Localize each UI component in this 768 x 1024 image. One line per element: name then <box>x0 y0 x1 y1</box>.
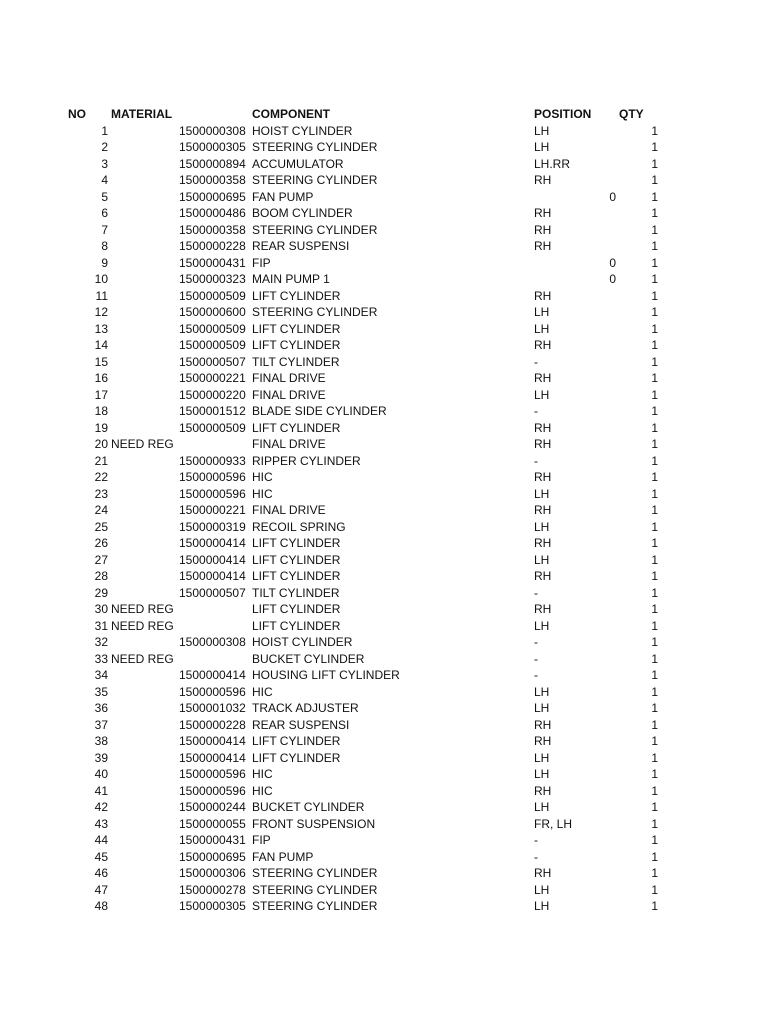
cell-no: 27 <box>94 552 108 567</box>
cell-component: HIC <box>252 783 273 798</box>
cell-position: - <box>534 585 538 600</box>
cell-flag: 0 <box>609 255 616 270</box>
cell-position: LH <box>534 899 550 913</box>
cell-no: 43 <box>94 816 108 831</box>
cell-component: BLADE SIDE CYLINDER <box>252 404 387 418</box>
cell-qty: 1 <box>651 635 658 649</box>
cell-material: 1500000308 <box>179 123 246 138</box>
cell-position: - <box>534 453 538 468</box>
cell-position: LH <box>534 321 550 336</box>
cell-material: 1500001032 <box>179 701 246 715</box>
cell-flag: 0 <box>609 189 616 204</box>
cell-material: 1500000308 <box>179 635 246 649</box>
cell-material: 1500000933 <box>179 453 246 468</box>
cell-position: RH <box>534 470 552 484</box>
table-row <box>0 750 768 767</box>
table-row <box>0 370 768 387</box>
cell-qty: 1 <box>651 404 658 418</box>
cell-material: 1500001512 <box>179 404 246 418</box>
cell-material: 1500000414 <box>179 552 246 567</box>
cell-component: REAR SUSPENSI <box>252 239 350 253</box>
cell-flag: 0 <box>609 272 616 286</box>
cell-no: 15 <box>94 354 108 369</box>
table-row <box>0 139 768 156</box>
cell-component: BUCKET CYLINDER <box>252 651 365 666</box>
cell-no: 9 <box>101 255 108 270</box>
cell-no: 40 <box>94 767 108 781</box>
cell-material: 1500000596 <box>179 486 246 501</box>
cell-component: STEERING CYLINDER <box>252 140 378 154</box>
cell-component: RIPPER CYLINDER <box>252 453 361 468</box>
cell-material: 1500000596 <box>179 470 246 484</box>
cell-position: RH <box>534 288 552 303</box>
table-row <box>0 601 768 618</box>
cell-component: FIP <box>252 833 271 847</box>
table-row <box>0 222 768 239</box>
cell-position: - <box>534 833 538 847</box>
cell-no: 35 <box>94 684 108 699</box>
cell-material: 1500000414 <box>179 536 246 550</box>
cell-no: 13 <box>94 321 108 336</box>
cell-material: NEED REG <box>111 437 174 451</box>
cell-qty: 1 <box>651 338 658 352</box>
cell-no: 37 <box>94 717 108 732</box>
cell-material: 1500000414 <box>179 668 246 682</box>
table-row <box>0 535 768 552</box>
cell-position: RH <box>534 239 552 253</box>
cell-no: 10 <box>94 272 108 286</box>
table-row <box>0 684 768 701</box>
cell-no: 34 <box>94 668 108 682</box>
cell-component: LIFT CYLINDER <box>252 420 341 435</box>
cell-qty: 1 <box>651 470 658 484</box>
cell-position: LH <box>534 750 550 765</box>
cell-no: 4 <box>101 173 108 187</box>
cell-material: 1500000358 <box>179 173 246 187</box>
cell-no: 18 <box>94 404 108 418</box>
cell-qty: 1 <box>651 354 658 369</box>
cell-no: 6 <box>101 206 108 220</box>
cell-material: 1500000695 <box>179 189 246 204</box>
cell-position: - <box>534 668 538 682</box>
cell-no: 7 <box>101 222 108 237</box>
cell-qty: 1 <box>651 849 658 864</box>
cell-qty: 1 <box>651 173 658 187</box>
cell-no: 3 <box>101 156 108 171</box>
cell-qty: 1 <box>651 536 658 550</box>
cell-component: REAR SUSPENSI <box>252 717 350 732</box>
cell-material: 1500000509 <box>179 420 246 435</box>
cell-position: RH <box>534 206 552 220</box>
cell-component: STEERING CYLINDER <box>252 222 378 237</box>
cell-qty: 1 <box>651 453 658 468</box>
cell-qty: 1 <box>651 684 658 699</box>
cell-position: LH <box>534 305 550 319</box>
cell-position: RH <box>534 338 552 352</box>
table-row <box>0 799 768 816</box>
table-row <box>0 585 768 602</box>
cell-position: RH <box>534 536 552 550</box>
cell-no: 25 <box>94 519 108 534</box>
cell-position: LH <box>534 701 550 715</box>
table-row <box>0 486 768 503</box>
cell-no: 28 <box>94 569 108 583</box>
cell-qty: 1 <box>651 420 658 435</box>
table-row <box>0 255 768 272</box>
table-row <box>0 717 768 734</box>
cell-position: - <box>534 354 538 369</box>
cell-position: FR, LH <box>534 816 573 831</box>
cell-position: LH <box>534 140 550 154</box>
cell-component: STEERING CYLINDER <box>252 866 378 880</box>
cell-component: HOIST CYLINDER <box>252 635 353 649</box>
cell-material: 1500000305 <box>179 899 246 913</box>
cell-material: 1500000055 <box>179 816 246 831</box>
cell-position: RH <box>534 371 552 385</box>
table-row <box>0 667 768 684</box>
cell-material: 1500000319 <box>179 519 246 534</box>
cell-position: RH <box>534 783 552 798</box>
table-row <box>0 865 768 882</box>
table-row <box>0 634 768 651</box>
cell-no: 26 <box>94 536 108 550</box>
cell-position: RH <box>534 866 552 880</box>
cell-material: NEED REG <box>111 602 174 616</box>
component-table <box>0 106 768 915</box>
header-no: NO <box>68 107 86 121</box>
cell-qty: 1 <box>651 783 658 798</box>
table-row <box>0 519 768 536</box>
cell-component: RECOIL SPRING <box>252 519 346 534</box>
cell-component: BUCKET CYLINDER <box>252 800 365 814</box>
cell-component: LIFT CYLINDER <box>252 602 341 616</box>
table-row <box>0 849 768 866</box>
cell-material: 1500000596 <box>179 767 246 781</box>
cell-material: 1500000221 <box>179 503 246 517</box>
table-row <box>0 304 768 321</box>
cell-qty: 1 <box>651 866 658 880</box>
cell-material: 1500000306 <box>179 866 246 880</box>
cell-position: LH <box>534 882 550 897</box>
cell-component: STEERING CYLINDER <box>252 173 378 187</box>
cell-position: LH <box>534 684 550 699</box>
cell-material: 1500000278 <box>179 882 246 897</box>
cell-no: 46 <box>94 866 108 880</box>
cell-no: 21 <box>94 453 108 468</box>
cell-component: FRONT SUSPENSION <box>252 816 376 831</box>
cell-position: RH <box>534 420 552 435</box>
cell-position: LH <box>534 123 550 138</box>
cell-position: LH.RR <box>534 156 571 171</box>
cell-position: - <box>534 849 538 864</box>
cell-component: LIFT CYLINDER <box>252 321 341 336</box>
table-row <box>0 502 768 519</box>
cell-material: NEED REG <box>111 618 174 633</box>
cell-no: 47 <box>94 882 108 897</box>
cell-component: LIFT CYLINDER <box>252 618 341 633</box>
table-row <box>0 271 768 288</box>
cell-position: RH <box>534 569 552 583</box>
cell-position: LH <box>534 552 550 567</box>
table-row <box>0 172 768 189</box>
cell-no: 31 <box>94 618 108 633</box>
cell-no: 24 <box>94 503 108 517</box>
table-row <box>0 123 768 140</box>
cell-material: 1500000221 <box>179 371 246 385</box>
cell-qty: 1 <box>651 651 658 666</box>
cell-component: HOUSING LIFT CYLINDER <box>252 668 400 682</box>
cell-material: 1500000414 <box>179 569 246 583</box>
cell-material: 1500000228 <box>179 239 246 253</box>
cell-position: LH <box>534 618 550 633</box>
cell-qty: 1 <box>651 486 658 501</box>
cell-qty: 1 <box>651 321 658 336</box>
cell-no: 36 <box>94 701 108 715</box>
cell-material: 1500000431 <box>179 833 246 847</box>
cell-no: 44 <box>94 833 108 847</box>
cell-qty: 1 <box>651 371 658 385</box>
cell-position: RH <box>534 734 552 748</box>
cell-qty: 1 <box>651 701 658 715</box>
table-row <box>0 321 768 338</box>
cell-no: 30 <box>94 602 108 616</box>
cell-material: 1500000414 <box>179 734 246 748</box>
cell-material: 1500000596 <box>179 684 246 699</box>
cell-component: FINAL DRIVE <box>252 387 326 402</box>
table-row <box>0 205 768 222</box>
table-row <box>0 238 768 255</box>
cell-component: TILT CYLINDER <box>252 585 340 600</box>
cell-qty: 1 <box>651 717 658 732</box>
cell-component: LIFT CYLINDER <box>252 552 341 567</box>
cell-component: HIC <box>252 684 273 699</box>
cell-qty: 1 <box>651 767 658 781</box>
cell-qty: 1 <box>651 602 658 616</box>
cell-no: 41 <box>94 783 108 798</box>
cell-no: 33 <box>94 651 108 666</box>
cell-qty: 1 <box>651 833 658 847</box>
table-row <box>0 156 768 173</box>
cell-no: 14 <box>94 338 108 352</box>
table-row <box>0 288 768 305</box>
table-row <box>0 189 768 206</box>
cell-position: RH <box>534 717 552 732</box>
cell-position: - <box>534 635 538 649</box>
cell-component: LIFT CYLINDER <box>252 750 341 765</box>
cell-material: 1500000596 <box>179 783 246 798</box>
cell-component: FINAL DRIVE <box>252 437 326 451</box>
table-row <box>0 651 768 668</box>
table-header-row <box>0 106 768 123</box>
cell-material: 1500000894 <box>179 156 246 171</box>
cell-material: 1500000323 <box>179 272 246 286</box>
cell-no: 19 <box>94 420 108 435</box>
cell-qty: 1 <box>651 288 658 303</box>
cell-position: - <box>534 404 538 418</box>
cell-qty: 1 <box>651 800 658 814</box>
cell-component: FAN PUMP <box>252 189 314 204</box>
cell-component: HIC <box>252 767 273 781</box>
cell-no: 42 <box>94 800 108 814</box>
cell-qty: 1 <box>651 272 658 286</box>
cell-position: RH <box>534 222 552 237</box>
table-row <box>0 568 768 585</box>
cell-qty: 1 <box>651 387 658 402</box>
cell-component: LIFT CYLINDER <box>252 734 341 748</box>
cell-no: 45 <box>94 849 108 864</box>
cell-no: 17 <box>94 387 108 402</box>
cell-component: LIFT CYLINDER <box>252 288 341 303</box>
cell-component: LIFT CYLINDER <box>252 338 341 352</box>
cell-position: RH <box>534 602 552 616</box>
cell-component: STEERING CYLINDER <box>252 882 378 897</box>
cell-material: 1500000509 <box>179 321 246 336</box>
table-row <box>0 387 768 404</box>
cell-position: LH <box>534 486 550 501</box>
cell-position: RH <box>534 503 552 517</box>
cell-qty: 1 <box>651 140 658 154</box>
cell-component: STEERING CYLINDER <box>252 899 378 913</box>
table-row <box>0 733 768 750</box>
cell-material: 1500000244 <box>179 800 246 814</box>
cell-qty: 1 <box>651 156 658 171</box>
cell-qty: 1 <box>651 816 658 831</box>
cell-qty: 1 <box>651 206 658 220</box>
cell-qty: 1 <box>651 618 658 633</box>
cell-material: 1500000358 <box>179 222 246 237</box>
cell-qty: 1 <box>651 305 658 319</box>
cell-qty: 1 <box>651 668 658 682</box>
cell-no: 11 <box>95 288 108 303</box>
table-row <box>0 766 768 783</box>
cell-material: 1500000486 <box>179 206 246 220</box>
cell-material: 1500000305 <box>179 140 246 154</box>
cell-qty: 1 <box>651 734 658 748</box>
cell-component: ACCUMULATOR <box>252 156 344 171</box>
cell-position: LH <box>534 767 550 781</box>
table-row <box>0 436 768 453</box>
cell-position: RH <box>534 437 552 451</box>
cell-no: 48 <box>94 899 108 913</box>
cell-component: FINAL DRIVE <box>252 503 326 517</box>
table-row <box>0 898 768 915</box>
table-row <box>0 700 768 717</box>
table-row <box>0 420 768 437</box>
table-row <box>0 403 768 420</box>
cell-material: 1500000509 <box>179 338 246 352</box>
cell-qty: 1 <box>651 189 658 204</box>
cell-no: 38 <box>94 734 108 748</box>
cell-component: FINAL DRIVE <box>252 371 326 385</box>
cell-qty: 1 <box>651 569 658 583</box>
cell-qty: 1 <box>651 899 658 913</box>
cell-no: 2 <box>101 140 108 154</box>
cell-no: 1 <box>101 123 108 138</box>
cell-qty: 1 <box>651 585 658 600</box>
cell-component: TRACK ADJUSTER <box>252 701 359 715</box>
cell-no: 5 <box>101 189 108 204</box>
cell-qty: 1 <box>651 222 658 237</box>
cell-material: 1500000600 <box>179 305 246 319</box>
table-row <box>0 816 768 833</box>
cell-no: 8 <box>101 239 108 253</box>
cell-position: LH <box>534 800 550 814</box>
cell-qty: 1 <box>651 239 658 253</box>
cell-material: 1500000507 <box>179 585 246 600</box>
cell-position: - <box>534 651 538 666</box>
cell-component: FIP <box>252 255 271 270</box>
cell-component: LIFT CYLINDER <box>252 569 341 583</box>
cell-qty: 1 <box>651 255 658 270</box>
table-row <box>0 354 768 371</box>
cell-component: STEERING CYLINDER <box>252 305 378 319</box>
cell-component: HOIST CYLINDER <box>252 123 353 138</box>
cell-qty: 1 <box>651 437 658 451</box>
cell-component: MAIN PUMP 1 <box>252 272 330 286</box>
table-row <box>0 337 768 354</box>
cell-no: 23 <box>94 486 108 501</box>
cell-position: LH <box>534 387 550 402</box>
table-row <box>0 618 768 635</box>
cell-qty: 1 <box>651 882 658 897</box>
cell-material: 1500000228 <box>179 717 246 732</box>
cell-material: 1500000431 <box>179 255 246 270</box>
cell-no: 16 <box>94 371 108 385</box>
cell-component: HIC <box>252 470 273 484</box>
cell-no: 32 <box>94 635 108 649</box>
table-row <box>0 453 768 470</box>
header-qty: QTY <box>619 107 644 121</box>
cell-qty: 1 <box>651 750 658 765</box>
cell-no: 39 <box>94 750 108 765</box>
cell-component: FAN PUMP <box>252 849 314 864</box>
cell-qty: 1 <box>651 552 658 567</box>
cell-no: 29 <box>94 585 108 600</box>
cell-position: LH <box>534 519 550 534</box>
table-row <box>0 882 768 899</box>
cell-qty: 1 <box>651 503 658 517</box>
cell-position: RH <box>534 173 552 187</box>
header-material: MATERIAL <box>111 107 173 121</box>
table-row <box>0 469 768 486</box>
header-component: COMPONENT <box>252 107 330 121</box>
table-row <box>0 783 768 800</box>
cell-material: 1500000220 <box>179 387 246 402</box>
cell-component: BOOM CYLINDER <box>252 206 353 220</box>
cell-qty: 1 <box>651 123 658 138</box>
header-position: POSITION <box>534 107 592 121</box>
cell-no: 20 <box>94 437 108 451</box>
cell-no: 12 <box>94 305 108 319</box>
cell-component: TILT CYLINDER <box>252 354 340 369</box>
cell-material: NEED REG <box>111 651 174 666</box>
table-row <box>0 832 768 849</box>
cell-component: HIC <box>252 486 273 501</box>
cell-material: 1500000695 <box>179 849 246 864</box>
cell-component: LIFT CYLINDER <box>252 536 341 550</box>
cell-material: 1500000509 <box>179 288 246 303</box>
table-row <box>0 552 768 569</box>
cell-no: 22 <box>94 470 108 484</box>
cell-material: 1500000414 <box>179 750 246 765</box>
cell-material: 1500000507 <box>179 354 246 369</box>
table-body <box>0 123 768 915</box>
cell-qty: 1 <box>651 519 658 534</box>
